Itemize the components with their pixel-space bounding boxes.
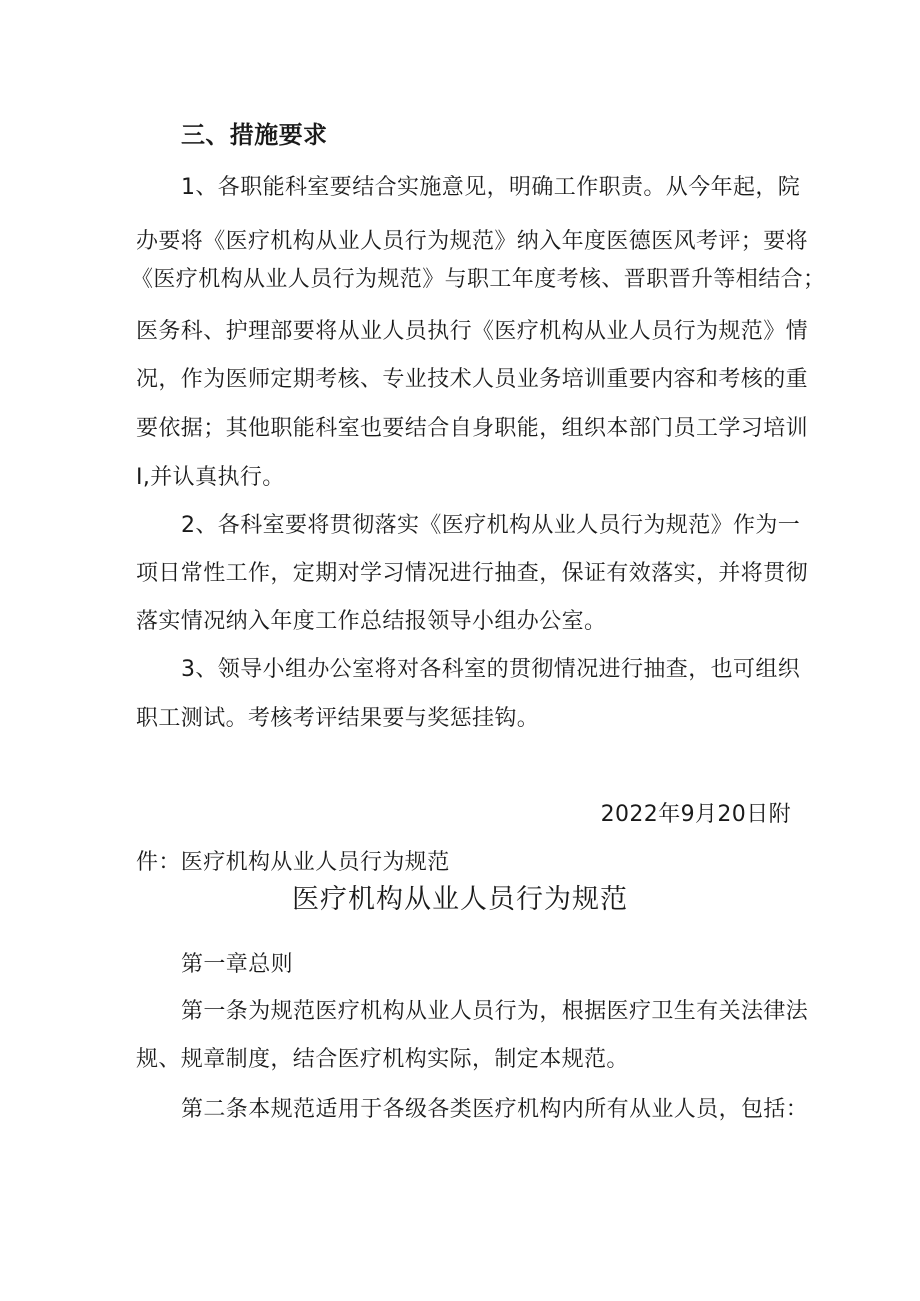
document-title: 医疗机构从业人员行为规范 bbox=[292, 884, 628, 915]
article1-line-2: 规、规章制度，结合医疗机构实际，制定本规范。 bbox=[136, 1047, 629, 1072]
item1-line-3: 《医疗机构从业人员行为规范》与职工年度考核、晋职晋升等相结合； bbox=[131, 267, 826, 292]
item2-line-2: 项日常性工作，定期对学习情况进行抽查，保证有效落实，并将贯彻 bbox=[136, 561, 809, 586]
article2-line-1: 第二条本规范适用于各级各类医疗机构内所有从业人员，包括： bbox=[181, 1097, 809, 1122]
item3-line-1: 3、领导小组办公室将对各科室的贯彻情况进行抽查，也可组织 bbox=[181, 657, 801, 682]
article1-line-1: 第一条为规范医疗机构从业人员行为，根据医疗卫生有关法律法 bbox=[181, 999, 809, 1024]
item1-line-7: I,并认真执行。 bbox=[136, 465, 285, 490]
item1-line-6: 要依据；其他职能科室也要结合自身职能，组织本部门员工学习培训 bbox=[136, 416, 809, 441]
item2-line-3: 落实情况纳入年度工作总结报领导小组办公室。 bbox=[136, 609, 607, 634]
item3-line-2: 职工测试。考核考评结果要与奖惩挂钩。 bbox=[136, 706, 540, 731]
section-heading: 三、措施要求 bbox=[181, 121, 328, 149]
item1-line-1: 1、各职能科室要结合实施意见，明确工作职责。从今年起，院 bbox=[181, 175, 801, 200]
chapter1-heading: 第一章总则 bbox=[181, 952, 294, 977]
item1-line-5: 况，作为医师定期考核、专业技术人员业务培训重要内容和考核的重 bbox=[136, 367, 809, 392]
item2-line-1: 2、各科室要将贯彻落实《医疗机构从业人员行为规范》作为一 bbox=[181, 513, 801, 538]
attachment-line: 件：医疗机构从业人员行为规范 bbox=[136, 850, 450, 875]
item1-line-4: 医务科、护理部要将从业人员执行《医疗机构从业人员行为规范》情 bbox=[136, 319, 809, 344]
item1-line-2: 办要将《医疗机构从业人员行为规范》纳入年度医德医风考评；要将 bbox=[136, 229, 809, 254]
date-line: 2022年9月20日附 bbox=[600, 802, 791, 827]
